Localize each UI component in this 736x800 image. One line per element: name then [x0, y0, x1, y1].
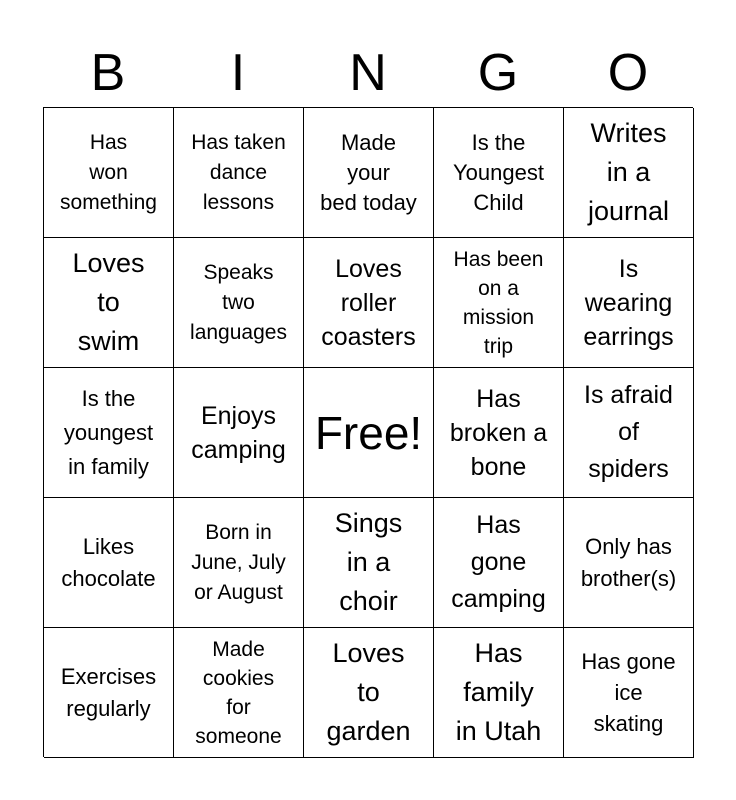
cell-text: Sings in a choir	[334, 508, 403, 616]
bingo-cell[interactable]	[304, 238, 434, 368]
bingo-cell[interactable]	[304, 628, 434, 758]
cell-text: Has taken dance lessons	[191, 130, 286, 214]
cell-text: Loves roller coasters	[321, 254, 416, 351]
cell-text: Has family in Utah	[455, 638, 542, 746]
bingo-cell[interactable]	[564, 498, 694, 628]
bingo-cell[interactable]	[434, 498, 564, 628]
bingo-board	[43, 107, 693, 757]
header-letter-b: B	[90, 44, 126, 102]
header-letter-g: G	[477, 44, 519, 102]
bingo-cell[interactable]	[564, 108, 694, 238]
cell-text: Loves to garden	[326, 638, 411, 746]
free-space: Free!	[314, 406, 423, 459]
cell-text: Made your bed today	[320, 129, 417, 215]
cell-text: Speaks two languages	[190, 260, 287, 344]
bingo-header	[43, 40, 693, 106]
cell-text: Has gone camping	[451, 511, 546, 613]
cell-text: Made cookies for someone	[195, 637, 282, 748]
bingo-cell[interactable]	[174, 238, 304, 368]
bingo-cell[interactable]	[304, 498, 434, 628]
cell-text: Is wearing earrings	[583, 254, 674, 351]
cell-text: Writes in a journal	[587, 118, 670, 226]
bingo-cell[interactable]	[44, 238, 174, 368]
cell-text: Only has brother(s)	[580, 533, 677, 591]
cell-text: Has gone ice skating	[581, 649, 676, 736]
cell-text: Has been on a mission trip	[453, 247, 544, 358]
cell-text: Loves to swim	[72, 248, 145, 356]
cell-text: Is the Youngest Child	[453, 129, 544, 215]
header-letter-o: O	[607, 44, 649, 102]
bingo-cell[interactable]	[174, 108, 304, 238]
bingo-cell[interactable]	[174, 628, 304, 758]
bingo-cell[interactable]	[564, 238, 694, 368]
bingo-cell[interactable]	[44, 368, 174, 498]
bingo-cell[interactable]	[44, 628, 174, 758]
cell-text: Is afraid of spiders	[584, 381, 673, 483]
cell-text: Exercises regularly	[60, 663, 157, 721]
bingo-cell[interactable]	[174, 498, 304, 628]
bingo-cell[interactable]	[434, 108, 564, 238]
bingo-cell[interactable]	[44, 108, 174, 238]
bingo-cell[interactable]	[434, 628, 564, 758]
header-letter-i: I	[230, 44, 246, 102]
cell-text: Has won something	[60, 130, 157, 214]
header-letter-n: N	[349, 44, 387, 102]
bingo-cell[interactable]	[174, 368, 304, 498]
cell-text: Is the youngest in family	[63, 385, 154, 479]
bingo-cell[interactable]	[564, 368, 694, 498]
bingo-cell[interactable]	[44, 498, 174, 628]
cell-text: Born in June, July or August	[191, 520, 286, 604]
cell-text: Likes chocolate	[61, 533, 156, 591]
cell-text: Enjoys camping	[191, 401, 286, 464]
bingo-cell[interactable]	[434, 368, 564, 498]
bingo-cell[interactable]	[564, 628, 694, 758]
bingo-cell[interactable]	[304, 108, 434, 238]
bingo-cell[interactable]	[434, 238, 564, 368]
cell-text: Has broken a bone	[449, 384, 548, 481]
bingo-cell[interactable]	[304, 368, 434, 498]
